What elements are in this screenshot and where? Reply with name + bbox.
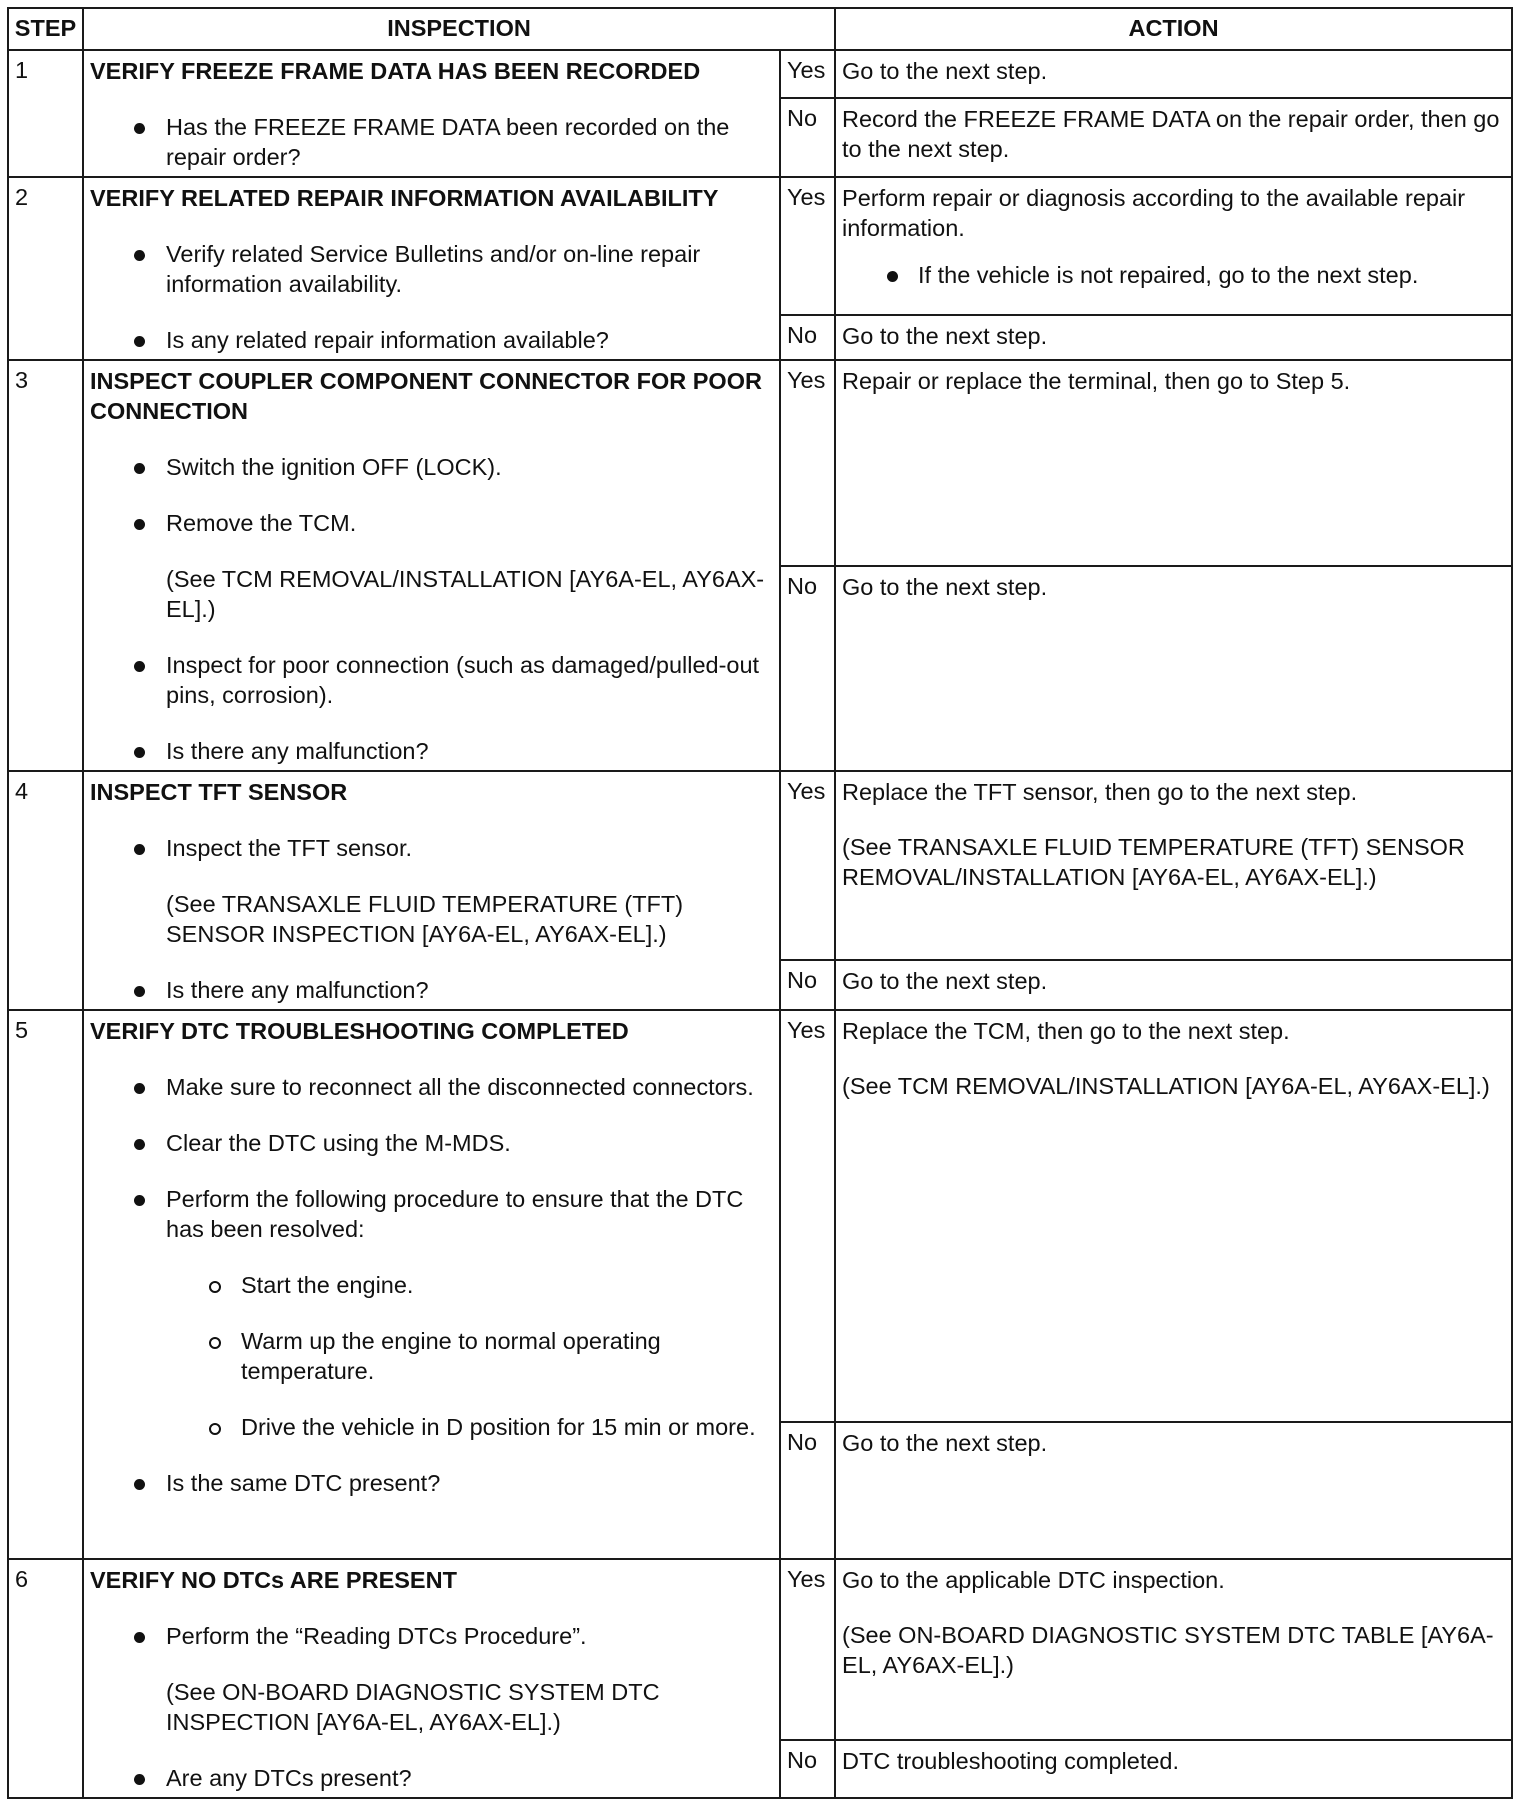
action-text: Replace the TFT sensor, then go to the next step. — [842, 779, 1358, 805]
action-text: Record the FREEZE FRAME DATA on the repair order, then go to the next step. — [842, 106, 1500, 162]
no-label: No — [780, 960, 835, 1010]
action-text: Go to the next step. — [842, 1430, 1048, 1456]
no-label: No — [780, 566, 835, 771]
step-3-inspection — [83, 360, 780, 771]
yes-action — [835, 1559, 1512, 1740]
action-text: Go to the applicable DTC inspection. — [842, 1567, 1225, 1593]
no-action — [835, 315, 1512, 360]
yes-label: Yes — [780, 50, 835, 98]
no-action — [835, 98, 1512, 177]
action-reference: (See TCM REMOVAL/INSTALLATION [AY6A-EL, AY6AX-EL].) — [842, 1073, 1490, 1099]
step-2-inspection — [83, 177, 780, 360]
no-action — [835, 566, 1512, 771]
diagnostic-procedure-table — [7, 7, 1513, 1799]
step-title: VERIFY FREEZE FRAME DATA HAS BEEN RECORDED — [90, 58, 701, 84]
step-2-yes-row — [8, 177, 1512, 315]
step-number: 1 — [8, 50, 83, 177]
step-5-inspection — [83, 1010, 780, 1559]
step-number: 3 — [8, 360, 83, 771]
inspection-subitem: Warm up the engine to normal operating temperature. — [90, 1326, 773, 1386]
step-number: 2 — [8, 177, 83, 360]
step-number: 5 — [8, 1010, 83, 1559]
yes-label: Yes — [780, 1010, 835, 1422]
inspection-reference: (See TRANSAXLE FLUID TEMPERATURE (TFT) SENSOR INSPECTION [AY6A-EL, AY6AX-EL].) — [166, 891, 684, 947]
inspection-item: Perform the “Reading DTCs Procedure”. — [90, 1621, 773, 1651]
step-1-yes-row — [8, 50, 1512, 98]
action-bullet: If the vehicle is not repaired, go to the next step. — [842, 260, 1505, 290]
no-action — [835, 1422, 1512, 1559]
header-row — [8, 8, 1512, 50]
no-label: No — [780, 315, 835, 360]
step-number: 4 — [8, 771, 83, 1010]
inspection-subitem: Drive the vehicle in D position for 15 min or more. — [90, 1412, 773, 1442]
header-action: ACTION — [835, 8, 1512, 50]
inspection-item: Switch the ignition OFF (LOCK). — [90, 452, 773, 482]
action-text: Replace the TCM, then go to the next step. — [842, 1018, 1290, 1044]
step-3-yes-row — [8, 360, 1512, 566]
inspection-item: Is any related repair information available? — [90, 325, 773, 355]
inspection-item: Inspect the TFT sensor. — [90, 833, 773, 863]
no-label: No — [780, 98, 835, 177]
step-1-inspection — [83, 50, 780, 177]
action-reference: (See ON-BOARD DIAGNOSTIC SYSTEM DTC TABLE [AY6A-EL, AY6AX-EL].) — [842, 1622, 1494, 1678]
inspection-item: Inspect for poor connection (such as damaged/pulled-out pins, corrosion). — [90, 650, 773, 710]
step-4-inspection — [83, 771, 780, 1010]
inspection-item: Is there any malfunction? — [90, 736, 773, 766]
action-text: DTC troubleshooting completed. — [842, 1748, 1180, 1775]
step-5-yes-row — [8, 1010, 1512, 1422]
header-step: STEP — [8, 8, 83, 50]
step-6-yes-row — [8, 1559, 1512, 1740]
no-label: No — [780, 1422, 835, 1559]
step-6-inspection — [83, 1559, 780, 1798]
step-title: INSPECT TFT SENSOR — [90, 779, 348, 805]
action-text: Go to the next step. — [842, 574, 1048, 600]
step-title: VERIFY DTC TROUBLESHOOTING COMPLETED — [90, 1018, 629, 1044]
no-label: No — [780, 1740, 835, 1798]
inspection-item: Remove the TCM. — [90, 508, 773, 538]
inspection-item: Make sure to reconnect all the disconnected connectors. — [90, 1072, 773, 1102]
inspection-subitem: Start the engine. — [90, 1270, 773, 1300]
step-4-yes-row — [8, 771, 1512, 960]
inspection-reference: (See TCM REMOVAL/INSTALLATION [AY6A-EL, AY6AX-EL].) — [166, 566, 765, 622]
action-text: Go to the next step. — [842, 968, 1048, 994]
action-reference: (See TRANSAXLE FLUID TEMPERATURE (TFT) SENSOR REMOVAL/INSTALLATION [AY6A-EL, AY6AX-EL].) — [842, 834, 1465, 890]
inspection-item: Clear the DTC using the M-MDS. — [90, 1128, 773, 1158]
inspection-item: Verify related Service Bulletins and/or on-line repair information availability. — [90, 239, 773, 299]
yes-label: Yes — [780, 1559, 835, 1740]
header-inspection: INSPECTION — [83, 8, 835, 50]
action-text: Go to the next step. — [842, 322, 1048, 349]
yes-label: Yes — [780, 177, 835, 315]
yes-label: Yes — [780, 771, 835, 960]
inspection-item: Are any DTCs present? — [90, 1763, 773, 1793]
inspection-item: Is there any malfunction? — [90, 975, 773, 1005]
inspection-item: Has the FREEZE FRAME DATA been recorded on the repair order? — [90, 112, 773, 172]
action-text: Repair or replace the terminal, then go to Step 5. — [842, 368, 1351, 394]
yes-action — [835, 360, 1512, 566]
step-title: VERIFY RELATED REPAIR INFORMATION AVAILABILITY — [90, 185, 719, 211]
step-title: VERIFY NO DTCs ARE PRESENT — [90, 1567, 457, 1593]
yes-action — [835, 771, 1512, 960]
yes-action — [835, 50, 1512, 98]
yes-action — [835, 1010, 1512, 1422]
step-number: 6 — [8, 1559, 83, 1798]
no-action — [835, 960, 1512, 1010]
no-action — [835, 1740, 1512, 1798]
action-text: Go to the next step. — [842, 58, 1048, 84]
step-title: INSPECT COUPLER COMPONENT CONNECTOR FOR POOR CONNECTION — [90, 368, 762, 424]
yes-label: Yes — [780, 360, 835, 566]
yes-action — [835, 177, 1512, 315]
inspection-item: Is the same DTC present? — [90, 1468, 773, 1498]
inspection-item: Perform the following procedure to ensure that the DTC has been resolved: — [90, 1184, 773, 1244]
action-text: Perform repair or diagnosis according to the available repair information. — [842, 185, 1466, 241]
inspection-reference: (See ON-BOARD DIAGNOSTIC SYSTEM DTC INSPECTION [AY6A-EL, AY6AX-EL].) — [166, 1679, 660, 1735]
